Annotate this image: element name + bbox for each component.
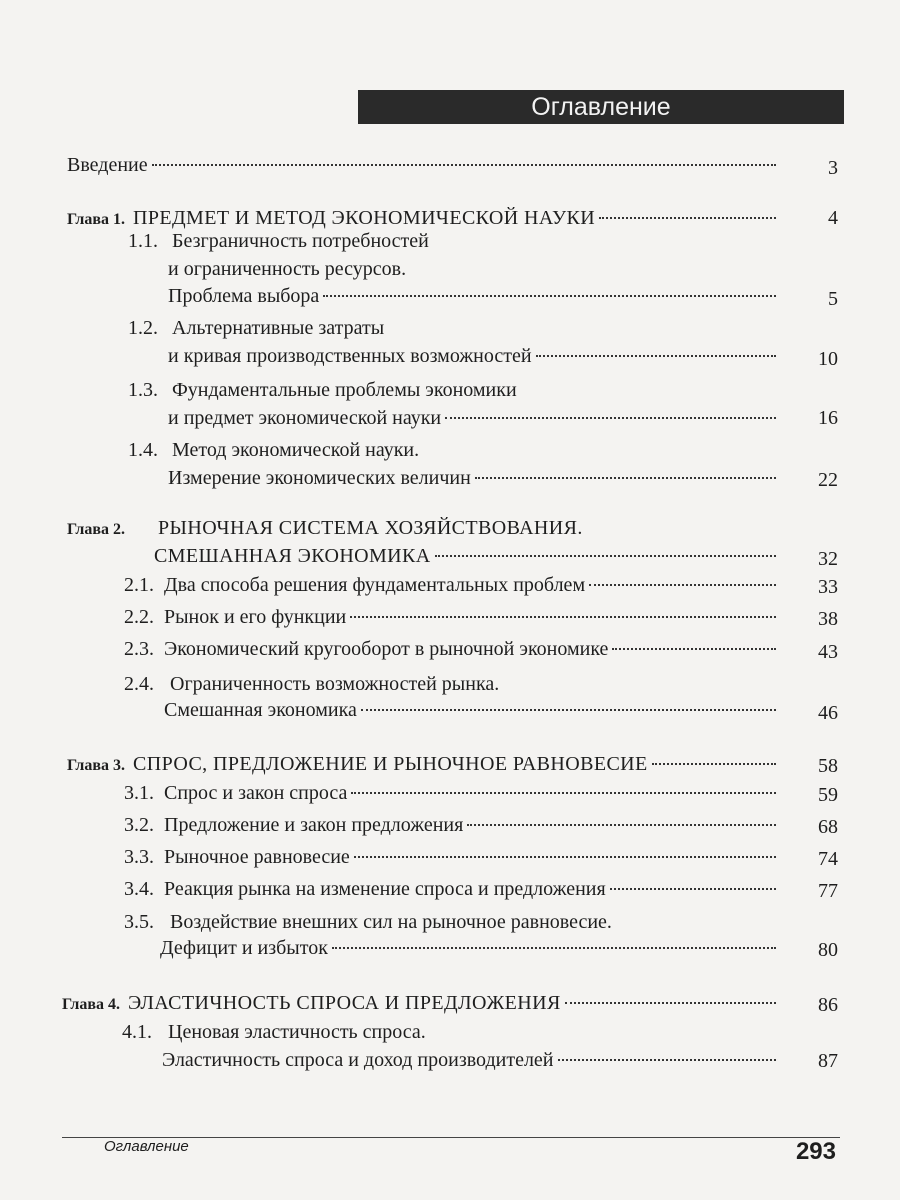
dot-leader [354,856,776,858]
toc-page-number: 32 [818,548,838,570]
toc-section-2-4[interactable] [164,697,780,723]
toc-section-1-1[interactable] [168,283,780,309]
dot-leader [152,164,776,166]
dot-leader [536,355,776,357]
section-number: 2.2. [124,606,154,628]
chapter-title: ЭЛАСТИЧНОСТЬ СПРОСА И ПРЕДЛОЖЕНИЯ [128,992,561,1014]
toc-section-1-4[interactable] [168,465,780,491]
dot-leader [589,584,776,586]
toc-page-number: 10 [818,348,838,370]
section-title-line: Рынок и его функции [164,606,347,628]
toc-page-number: 77 [818,880,838,902]
section-title-line: Два способа решения фундаментальных проблем [164,574,586,596]
toc-page-number: 16 [818,407,838,429]
page-title: Оглавление [531,93,671,121]
section-number: 2.3. [124,638,154,660]
toc-section-2-2[interactable] [124,604,780,630]
dot-leader [652,763,776,765]
toc-page-number: 3 [828,157,838,179]
section-title-line: Воздействие внешних сил на рыночное равновесие. [170,911,612,933]
section-title-line: Спрос и закон спроса [164,782,348,804]
dot-leader [323,295,776,297]
section-title-line: Измерение экономических величин [168,467,471,489]
toc-page-number: 38 [818,608,838,630]
section-number: 2.4. [124,673,154,695]
toc-page-number: 74 [818,848,838,870]
toc-chapter-4[interactable] [62,990,780,1018]
toc-page-number: 43 [818,641,838,663]
section-number: 4.1. [122,1021,152,1043]
section-title-line: Безграничность потребностей [172,230,429,252]
toc-section-3-3[interactable] [124,844,780,870]
section-title-line: Дефицит и избыток [160,937,328,959]
toc-section-3-1[interactable] [124,780,780,806]
dot-leader [467,824,776,826]
dot-leader [351,792,776,794]
toc-page-number: 5 [828,288,838,310]
section-number: 3.4. [124,878,154,900]
toc-entry-title: Введение [67,154,148,176]
chapter-title-line: РЫНОЧНАЯ СИСТЕМА ХОЗЯЙСТВОВАНИЯ. [158,517,583,539]
toc-chapter-3[interactable] [67,751,780,779]
dot-leader [475,477,776,479]
dot-leader [599,217,776,219]
dot-leader [565,1002,776,1004]
toc-section-1-2[interactable] [168,343,780,369]
toc-page-number: 80 [818,939,838,961]
section-number: 1.1. [128,230,158,252]
toc-page-number: 4 [828,207,838,229]
toc-section-2-1[interactable] [124,572,780,598]
section-title-line: Фундаментальные проблемы экономики [172,379,517,401]
section-title-line: Ограниченность возможностей рынка. [170,673,500,695]
section-title-line: Экономический кругооборот в рыночной экономике [164,638,609,660]
dot-leader [435,555,776,557]
section-number: 1.4. [128,439,158,461]
chapter-title: ПРЕДМЕТ И МЕТОД ЭКОНОМИЧЕСКОЙ НАУКИ [133,207,596,229]
chapter-title-line: СМЕШАННАЯ ЭКОНОМИКА [154,545,431,567]
dot-leader [610,888,776,890]
dot-leader [558,1059,776,1061]
toc-section-2-3[interactable] [124,636,780,662]
section-number: 3.2. [124,814,154,836]
section-title-line: Альтернативные затраты [172,317,385,339]
dot-leader [332,947,776,949]
section-title-line: Ценовая эластичность спроса. [168,1021,426,1043]
toc-page-number: 22 [818,469,838,491]
toc-page-number: 87 [818,1050,838,1072]
section-title-line: Реакция рынка на изменение спроса и предложения [164,878,606,900]
toc-section-3-5[interactable] [160,935,780,961]
section-title-line: Эластичность спроса и доход производителей [162,1049,554,1071]
chapter-title: СПРОС, ПРЕДЛОЖЕНИЕ И РЫНОЧНОЕ РАВНОВЕСИЕ [133,753,648,775]
section-title-line: и предмет экономической науки [168,407,442,429]
toc-chapter-2[interactable] [154,543,780,569]
toc-entry-intro[interactable] [67,152,780,178]
chapter-label: Глава 1. [67,211,125,228]
section-title-line: и кривая производственных возможностей [168,345,532,367]
chapter-label: Глава 4. [62,996,120,1013]
dot-leader [612,648,776,650]
dot-leader [350,616,776,618]
running-footer-title: Оглавление [104,1138,189,1155]
toc-section-1-3[interactable] [168,405,780,431]
section-title-line: Рыночное равновесие [164,846,350,868]
dot-leader [445,417,776,419]
toc-page-number: 33 [818,576,838,598]
toc-section-3-2[interactable] [124,812,780,838]
chapter-label: Глава 3. [67,757,125,774]
section-number: 3.5. [124,911,154,933]
section-number: 2.1. [124,574,154,596]
toc-header-bar [358,90,844,124]
section-number: 1.3. [128,379,158,401]
chapter-label: Глава 2. [67,521,125,538]
toc-page-number: 68 [818,816,838,838]
toc-page-number: 59 [818,784,838,806]
section-title-line: Смешанная экономика [164,699,357,721]
dot-leader [361,709,776,711]
toc-page-number: 86 [818,994,838,1016]
section-title-line: Предложение и закон предложения [164,814,464,836]
section-title-line: Метод экономической науки. [172,439,420,461]
section-number: 3.3. [124,846,154,868]
toc-section-3-4[interactable] [124,876,780,902]
section-title-line: и ограниченность ресурсов. [168,258,407,280]
toc-page-number: 46 [818,702,838,724]
section-number: 1.2. [128,317,158,339]
toc-section-4-1[interactable] [162,1047,780,1073]
page-number: 293 [795,1138,836,1165]
section-title-line: Проблема выбора [168,285,320,307]
section-number: 3.1. [124,782,154,804]
toc-page-number: 58 [818,755,838,777]
